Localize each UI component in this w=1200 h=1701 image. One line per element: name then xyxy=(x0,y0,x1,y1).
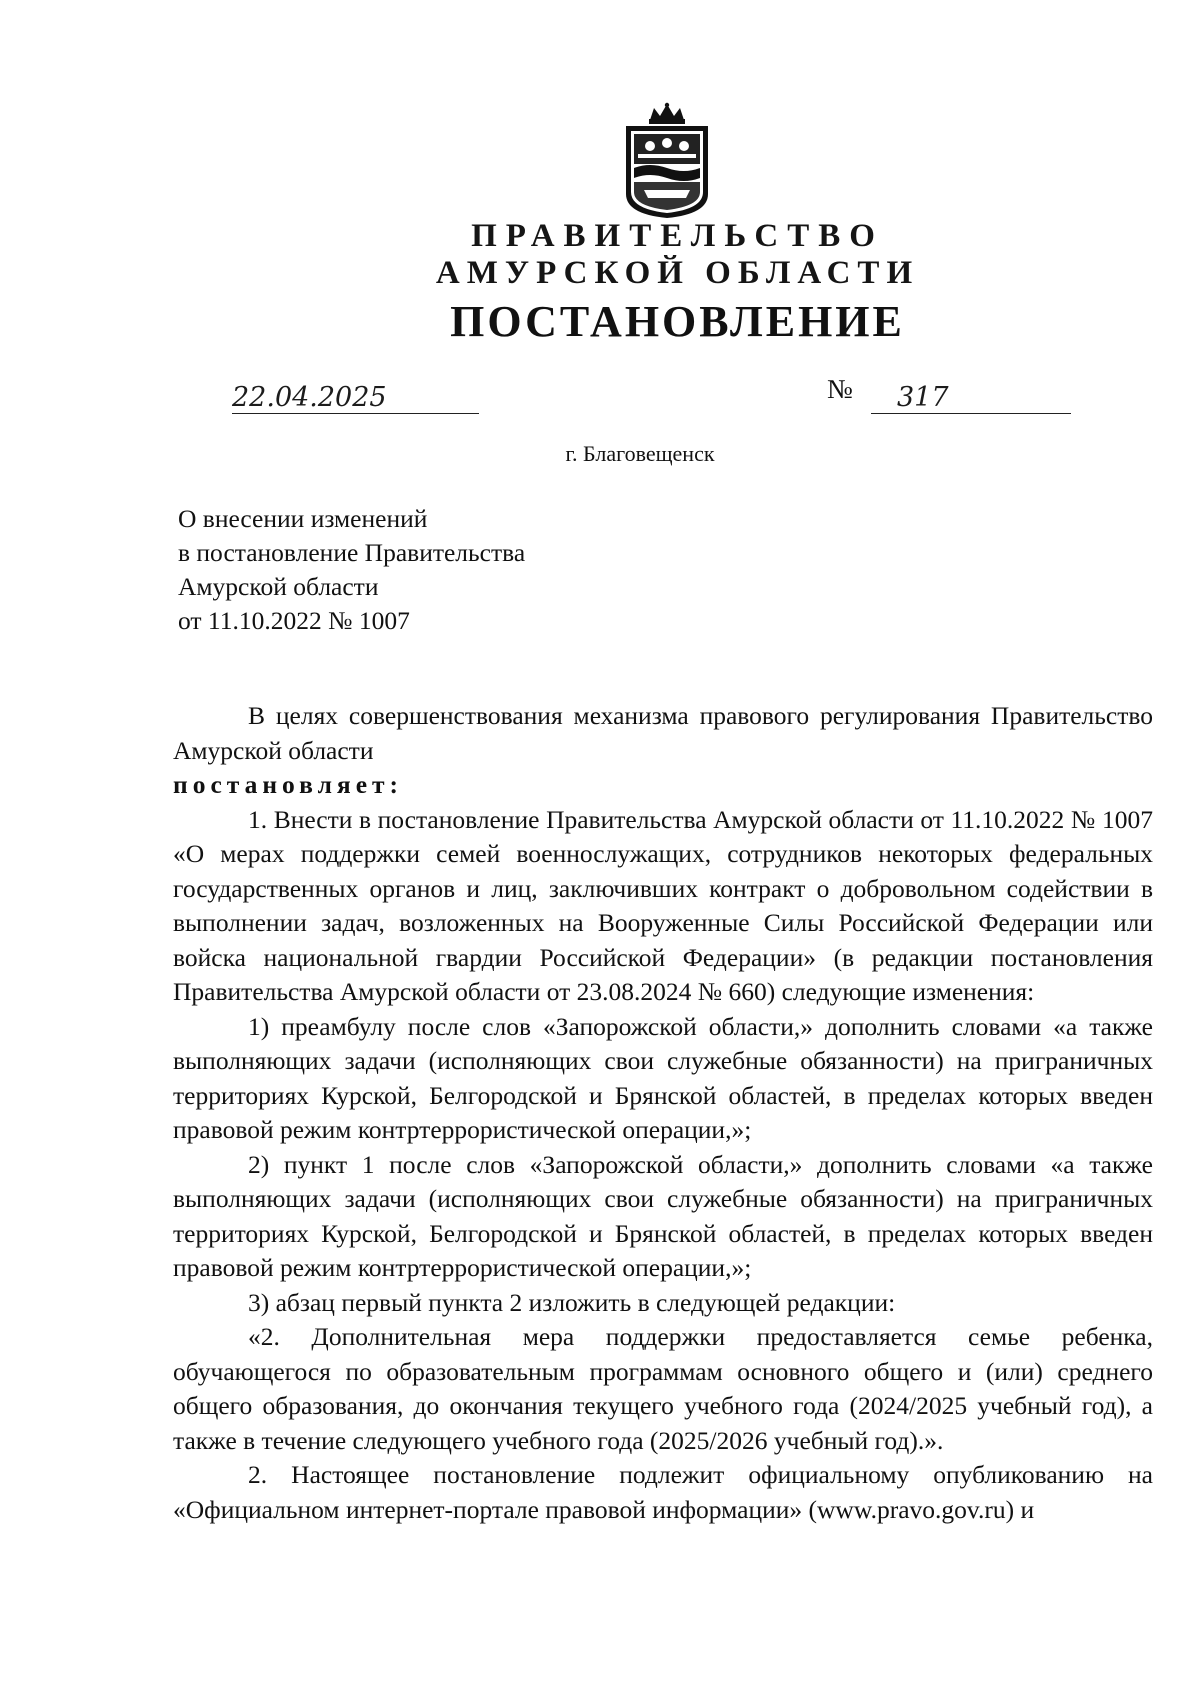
paragraph-1-subitem-3-quote: «2. Дополнительная мера поддержки предоставляется семье ребенка, обучающегося по образовательным программам основного общего и (или) среднего общего образования, до окончания текущего учебного года (2024/2025 учебный год), а также в течение следующего учебного года (2025/2026 учебный год).». xyxy=(173,1322,1153,1455)
document-date: 22.04.2025 xyxy=(232,382,387,413)
decrees-keyword: постановляет: xyxy=(173,770,404,799)
paragraph-1-subitem-3: 3) абзац первый пункта 2 изложить в следующей редакции: xyxy=(248,1287,896,1317)
city-name: г. Благовещенск xyxy=(565,441,715,466)
paragraph-1: 1. Внести в постановление Правительства Амурской области от 11.10.2022 № 1007 «О мерах поддержки семей военнослужащих, сотрудников некоторых федеральных государственных органов и лиц, заключивших контракт о добровольном содействии в выполнении задач, возложенных на Вооруженные Силы Российской Федерации или войска национальной гвардии Российской Федерации» (в редакции постановления Правительства Амурской области от 23.08.2024 № 660) следующие изменения: xyxy=(173,804,1153,1006)
document-subject xyxy=(178,502,638,638)
number-label: № xyxy=(827,374,853,404)
organization-name-line2: АМУРСКОЙ ОБЛАСТИ xyxy=(435,255,920,291)
paragraph-1-subitem-1: 1) преамбулу после слов «Запорожской области,» дополнить словами «а также выполняющих задачи (исполняющих свои служебные обязанности) на приграничных территориях Курской, Белгородской и Брянской областей, в пределах которых введен правовой режим контртеррористической операции,»; xyxy=(173,1011,1153,1144)
document-body xyxy=(173,699,1153,1527)
document-number-field xyxy=(871,373,1071,414)
paragraph-2: 2. Настоящее постановление подлежит официальному опубликованию на «Официальном интернет-портале правовой информации» (www.pravo.gov.ru) и xyxy=(173,1460,1153,1524)
organization-name-line1: ПРАВИТЕЛЬСТВО xyxy=(471,218,884,254)
document-number: 317 xyxy=(897,382,949,413)
subject-line: Амурской области xyxy=(178,572,379,601)
paragraph-1-subitem-2: 2) пункт 1 после слов «Запорожской области,» дополнить словами «а также выполняющих задачи (исполняющих свои служебные обязанности) на приграничных территориях Курской, Белгородской и Брянской областей, в пределах которых введен правовой режим контртеррористической операции,»; xyxy=(173,1149,1153,1282)
subject-line: О внесении изменений xyxy=(178,504,428,533)
intro-paragraph: В целях совершенствования механизма правового регулирования Правительство Амурской области xyxy=(173,701,1153,765)
document-date-field xyxy=(232,373,479,414)
document-type-title: ПОСТАНОВЛЕНИЕ xyxy=(450,297,905,346)
coat-of-arms-emblem xyxy=(620,102,714,220)
subject-line: от 11.10.2022 № 1007 xyxy=(178,606,410,635)
subject-line: в постановление Правительства xyxy=(178,538,526,567)
